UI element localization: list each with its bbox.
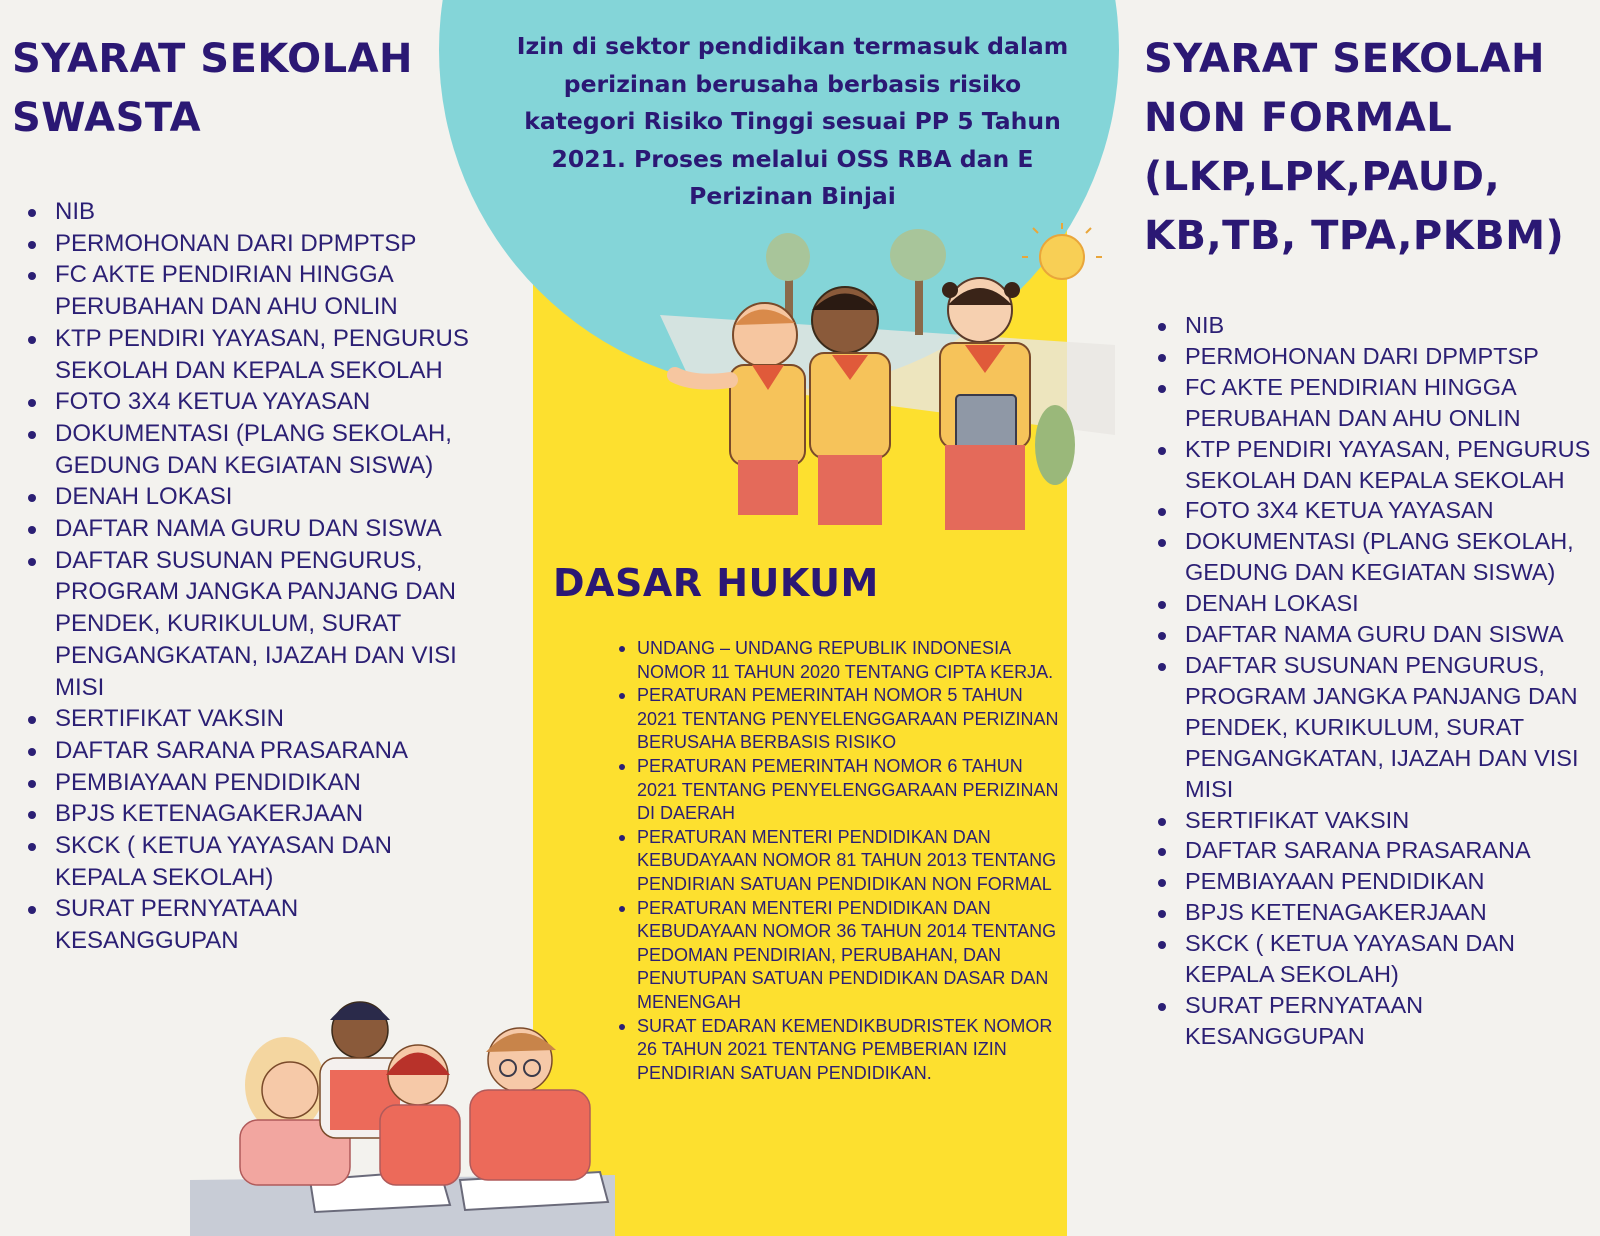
left-heading-line2: SWASTA	[12, 95, 202, 141]
list-item: PEMBIAYAAN PENDIDIKAN	[55, 767, 475, 799]
list-item: SKCK ( KETUA YAYASAN DAN KEPALA SEKOLAH)	[55, 830, 475, 893]
list-item: DAFTAR SUSUNAN PENGURUS, PROGRAM JANGKA PANJANG DAN PENDEK, KURIKULUM, SURAT PENGANGKATAN, IJAZAH DAN VISI MISI	[55, 545, 475, 704]
list-item: FC AKTE PENDIRIAN HINGGA PERUBAHAN DAN AHU ONLIN	[55, 259, 475, 322]
right-heading-line1: SYARAT SEKOLAH	[1144, 36, 1546, 82]
right-requirements-list	[1185, 310, 1600, 1052]
list-item: DOKUMENTASI (PLANG SEKOLAH, GEDUNG DAN KEGIATAN SISWA)	[1185, 526, 1600, 588]
left-requirements-list	[55, 196, 475, 957]
list-item: DENAH LOKASI	[1185, 588, 1600, 619]
list-item: DENAH LOKASI	[55, 481, 475, 513]
list-item: SURAT PERNYATAAN KESANGGUPAN	[1185, 990, 1600, 1052]
studying-students-illustration	[190, 990, 615, 1236]
list-item: SERTIFIKAT VAKSIN	[55, 703, 475, 735]
right-heading-line3: (LKP,LPK,PAUD,	[1144, 154, 1501, 200]
right-heading-line2: NON FORMAL	[1144, 95, 1453, 141]
list-item: DAFTAR SUSUNAN PENGURUS, PROGRAM JANGKA PANJANG DAN PENDEK, KURIKULUM, SURAT PENGANGKATAN, IJAZAH DAN VISI MISI	[1185, 650, 1600, 805]
list-item: UNDANG – UNDANG REPUBLIK INDONESIA NOMOR 11 TAHUN 2020 TENTANG CIPTA KERJA.	[637, 637, 1062, 684]
dasar-hukum-list	[637, 637, 1062, 1085]
list-item: PERATURAN PEMERINTAH NOMOR 5 TAHUN 2021 TENTANG PENYELENGGARAAN PERIZINAN BERUSAHA BERBASIS RISIKO	[637, 684, 1062, 755]
list-item: KTP PENDIRI YAYASAN, PENGURUS SEKOLAH DAN KEPALA SEKOLAH	[55, 323, 475, 386]
list-item: FOTO 3X4 KETUA YAYASAN	[1185, 495, 1600, 526]
list-item: SURAT EDARAN KEMENDIKBUDRISTEK NOMOR 26 TAHUN 2021 TENTANG PEMBERIAN IZIN PENDIRIAN SATUAN PENDIDIKAN.	[637, 1015, 1062, 1086]
list-item: PERATURAN MENTERI PENDIDIKAN DAN KEBUDAYAAN NOMOR 36 TAHUN 2014 TENTANG PEDOMAN PENDIRIAN, PERUBAHAN, DAN PENUTUPAN SATUAN PENDIDIKAN DASAR DAN MENENGAH	[637, 897, 1062, 1015]
sun-icon	[1022, 223, 1102, 279]
list-item: FC AKTE PENDIRIAN HINGGA PERUBAHAN DAN AHU ONLIN	[1185, 372, 1600, 434]
list-item: PEMBIAYAAN PENDIDIKAN	[1185, 866, 1600, 897]
left-heading-line1: SYARAT SEKOLAH	[12, 36, 414, 82]
list-item: BPJS KETENAGAKERJAAN	[1185, 897, 1600, 928]
list-item: DAFTAR NAMA GURU DAN SISWA	[55, 513, 475, 545]
list-item: NIB	[1185, 310, 1600, 341]
list-item: DOKUMENTASI (PLANG SEKOLAH, GEDUNG DAN KEGIATAN SISWA)	[55, 418, 475, 481]
list-item: DAFTAR NAMA GURU DAN SISWA	[1185, 619, 1600, 650]
center-intro-text: Izin di sektor pendidikan termasuk dalam perizinan berusaha berbasis risiko kategori Risiko Tinggi sesuai PP 5 Tahun 2021. Proses melalui OSS RBA dan E Perizinan Binjai	[516, 32, 1069, 210]
list-item: KTP PENDIRI YAYASAN, PENGURUS SEKOLAH DAN KEPALA SEKOLAH	[1185, 434, 1600, 496]
left-heading	[12, 30, 452, 148]
list-item: PERATURAN MENTERI PENDIDIKAN DAN KEBUDAYAAN NOMOR 81 TAHUN 2013 TENTANG PENDIRIAN SATUAN PENDIDIKAN NON FORMAL	[637, 826, 1062, 897]
list-item: PERATURAN PEMERINTAH NOMOR 6 TAHUN 2021 TENTANG PENYELENGGARAAN PERIZINAN DI DAERAH	[637, 755, 1062, 826]
list-item: FOTO 3X4 KETUA YAYASAN	[55, 386, 475, 418]
dasar-hukum-heading: DASAR HUKUM	[553, 561, 879, 605]
list-item: DAFTAR SARANA PRASARANA	[55, 735, 475, 767]
list-item: SURAT PERNYATAAN KESANGGUPAN	[55, 893, 475, 956]
list-item: BPJS KETENAGAKERJAAN	[55, 798, 475, 830]
list-item: NIB	[55, 196, 475, 228]
list-item: DAFTAR SARANA PRASARANA	[1185, 835, 1600, 866]
list-item: PERMOHONAN DARI DPMPTSP	[55, 228, 475, 260]
right-heading-line4: KB,TB, TPA,PKBM)	[1144, 213, 1565, 259]
list-item: PERMOHONAN DARI DPMPTSP	[1185, 341, 1600, 372]
list-item: SKCK ( KETUA YAYASAN DAN KEPALA SEKOLAH)	[1185, 928, 1600, 990]
standing-students-illustration	[660, 215, 1115, 545]
list-item: SERTIFIKAT VAKSIN	[1185, 805, 1600, 836]
right-heading	[1144, 30, 1594, 266]
